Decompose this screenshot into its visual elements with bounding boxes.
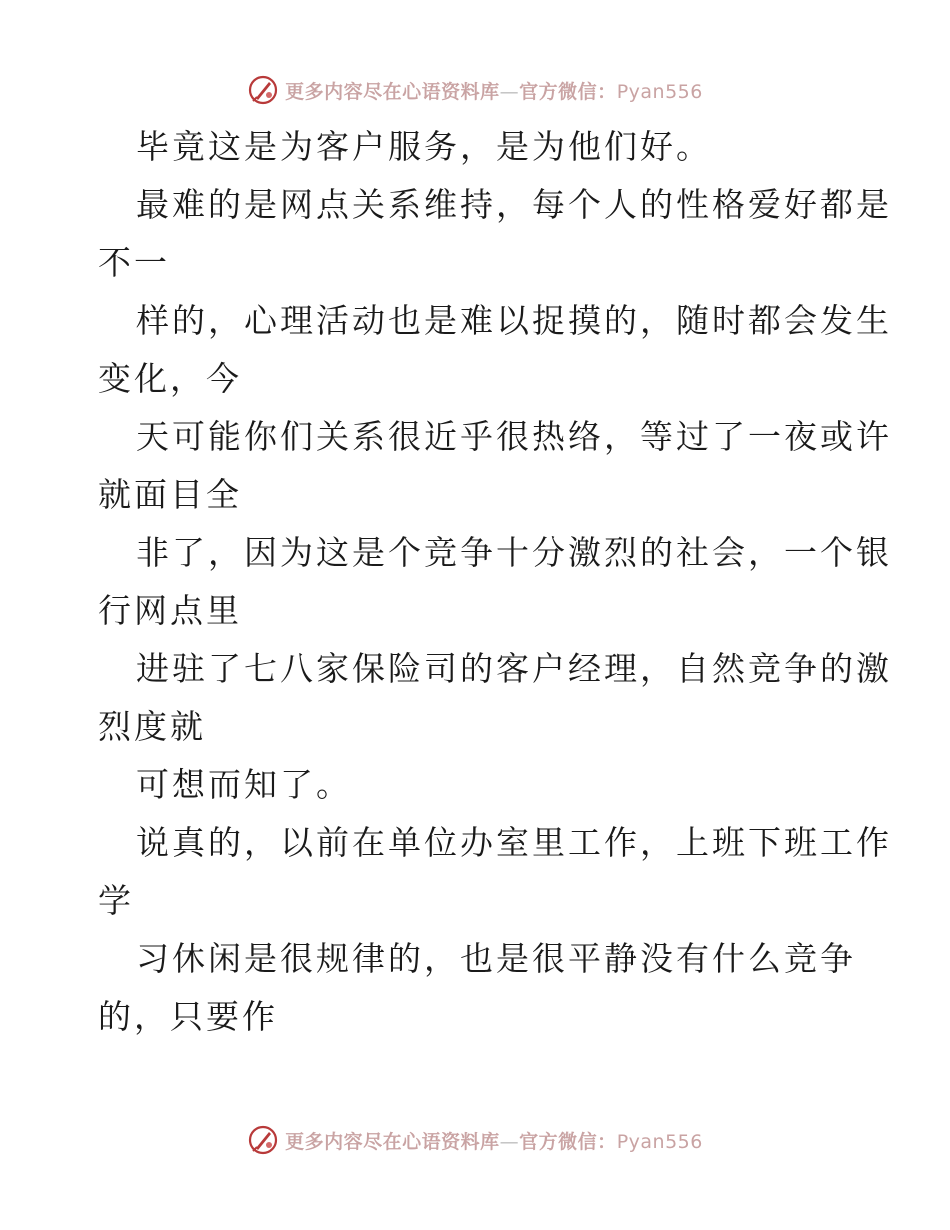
text-line: 行网点里 — [98, 591, 242, 630]
text-line: 变化，今 — [98, 359, 242, 398]
text-line: 说真的，以前在单位办室里工作，上班下班工作 — [136, 823, 892, 862]
text-line: 习休闲是很规律的，也是很平静没有什么竞争 — [136, 939, 856, 978]
text-line: 天可能你们关系很近乎很热络，等过了一夜或许 — [136, 417, 892, 456]
watermark-text — [285, 1127, 703, 1154]
watermark-official: 官方微信： — [519, 80, 617, 103]
watermark-id: Pyan556 — [616, 1130, 703, 1153]
watermark-id: Pyan556 — [616, 80, 703, 103]
text-line: 烈度就 — [98, 707, 206, 746]
text-line: 不一 — [98, 243, 170, 282]
text-line: 学 — [98, 881, 134, 920]
document-body — [98, 118, 892, 1046]
text-line: 样的，心理活动也是难以捉摸的，随时都会发生 — [136, 301, 892, 340]
text-line: 最难的是网点关系维持，每个人的性格爱好都是 — [136, 185, 892, 224]
watermark-official: 官方微信： — [519, 1130, 617, 1153]
text-line: 非了，因为这是个竞争十分激烈的社会，一个银 — [136, 533, 892, 572]
text-line: 就面目全 — [98, 475, 242, 514]
text-line: 进驻了七八家保险司的客户经理，自然竞争的激 — [136, 649, 892, 688]
header-watermark — [0, 70, 950, 110]
quill-pen-seal-icon — [247, 74, 279, 106]
watermark-main: 更多内容尽在心语资料库 — [285, 1130, 500, 1153]
text-line: 可想而知了。 — [136, 765, 352, 804]
watermark-dash: — — [499, 1130, 520, 1153]
text-line: 的，只要作 — [98, 997, 278, 1036]
quill-pen-seal-icon — [247, 1124, 279, 1156]
watermark-main: 更多内容尽在心语资料库 — [285, 80, 500, 103]
watermark-text — [285, 77, 703, 104]
text-line: 毕竟这是为客户服务，是为他们好。 — [136, 127, 712, 166]
watermark-dash: — — [499, 80, 520, 103]
footer-watermark — [0, 1120, 950, 1160]
